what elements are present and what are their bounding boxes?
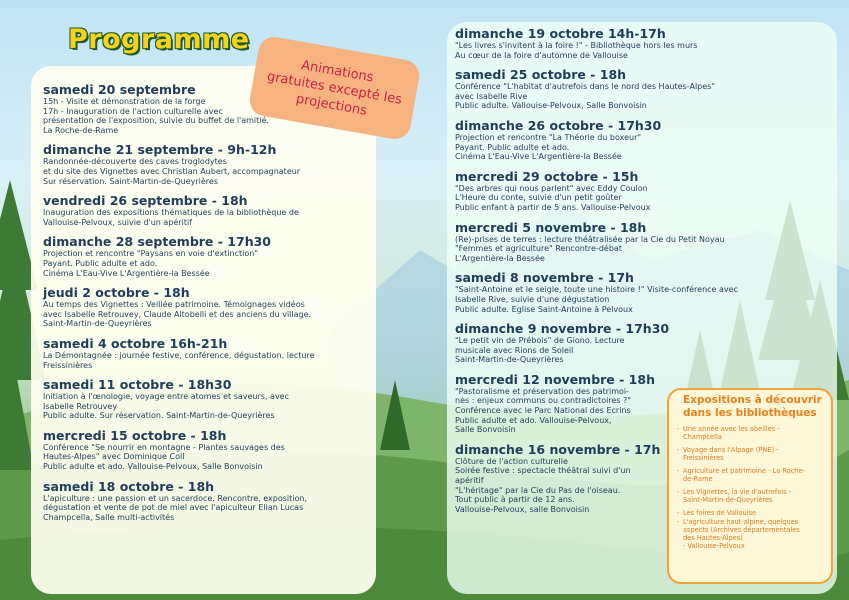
event-title: samedi 20 septembre (43, 82, 196, 97)
exhibitions-title: Expositions à découvrir dans les bibliothèques (683, 394, 822, 419)
exhibition-item: - Les Vignettes, la vie d'autrefois - Saint-Martin-de-Queyrières (677, 488, 823, 504)
page-title: Programme (68, 24, 250, 55)
event-item (43, 377, 375, 421)
left-event-list (43, 82, 375, 522)
event-item (43, 285, 375, 329)
event-details: Projection et rencontre "Paysans en voie d'extinction" Payant. Public adulte et ado. Cinéma L'Eau-Vive L'Argentière-la Bessée (43, 249, 258, 278)
event-item (455, 220, 785, 264)
exhibition-item: - Une année avec les abeilles - Champcella (677, 425, 823, 441)
event-details: La Démontagnée : journée festive, conférence, dégustation, lecture Freissinières (43, 350, 315, 370)
event-title: samedi 25 octobre - 18h (455, 67, 627, 83)
event-title: samedi 8 novembre - 17h (455, 270, 634, 286)
event-item (455, 321, 785, 365)
event-details: "Les livres s'invitent à la foire !" - Bibliothèque hors les murs Au cœur de la foire d'automne de Vallouise (455, 41, 698, 60)
event-item (455, 169, 785, 213)
event-details: Inauguration des expositions thématiques de la bibliothèque de Vallouise-Pelvoux, suivie d'un apéritif (43, 208, 299, 227)
event-title: samedi 18 octobre - 18h (43, 478, 215, 494)
event-item (455, 118, 785, 162)
event-item (455, 67, 785, 111)
event-details: Projection et rencontre "La Théorie du boxeur" Payant. Public adulte et ado. Cinéma L'Eau-Vive L'Argentière-la Bessée (455, 132, 642, 162)
event-item (43, 479, 375, 523)
event-details: "Des arbres qui nous parlent" avec Eddy Coulon L'Heure du conte, suivie d'un petit goûter Public enfant à partir de 5 ans. Vallouise-Pelvoux (455, 183, 651, 212)
event-details: L'apiculture : une passion et un sacerdoce. Rencontre, exposition, dégustation et vente de pot de miel avec l'apiculteur Elian Lucas Champcella, Salle multi-activités (43, 493, 307, 522)
event-title: dimanche 19 octobre 14h-17h (455, 26, 666, 41)
exhibition-item: - Les foires de Vallouise (677, 509, 823, 517)
event-title: samedi 11 octobre - 18h30 (43, 377, 232, 393)
exhibition-item: - L'agriculture haut-alpine, quelques aspects (Archives départementales des Hautes-Alpes) - Vallouise-Pelvoux (677, 518, 823, 550)
event-title: mercredi 12 novembre - 18h (455, 371, 655, 387)
event-title: mercredi 5 novembre - 18h (455, 219, 647, 235)
event-title: dimanche 16 novembre - 17h (455, 441, 661, 457)
event-item (455, 26, 785, 60)
badge-text: Animations gratuites excepté les projections (265, 57, 404, 119)
event-title: mercredi 15 octobre - 18h (43, 427, 227, 443)
event-title: dimanche 26 octobre - 17h30 (455, 117, 662, 133)
event-title: dimanche 21 septembre - 9h-12h (43, 142, 277, 158)
event-details: (Re)-prises de terres : lecture théâtralisée par la Cie du Petit Noyau "Femmes et agriculture" Rencontre-débat L'Argentière-la Bessée (455, 234, 725, 263)
event-title: vendredi 26 septembre - 18h (43, 193, 248, 209)
exhibitions-box (667, 388, 833, 584)
event-details: Clôture de l'action culturelle Soirée festive : spectacle théâtral suivi d'un apéritif "L'héritage" par la Cie du Pas de l'oiseau. Tout public à partir de 12 ans. Vallouise-Pelvoux, salle Bonvoisin (455, 456, 631, 514)
event-details: "Le petit vin de Prébois" de Giono. Lecture musicale avec Rions de Soleil Saint-Martin-de-Queyrières (455, 336, 625, 365)
event-item (43, 193, 375, 227)
event-details: Conférence "L'habitat d'autrefois dans le nord des Hautes-Alpes" avec Isabelle Rive Public adulte. Vallouise-Pelvoux, Salle Bonvoisin (455, 82, 716, 111)
event-item (43, 336, 375, 370)
event-details: Au temps des Vignettes : Veillée patrimoine. Témoignages vidéos avec Isabelle Retrouvey, Claude Altobelli et des anciens du village. Saint-Martin-de-Queyrières (43, 300, 312, 329)
event-title: samedi 4 octobre 16h-21h (43, 335, 228, 351)
event-item (43, 142, 375, 186)
event-title: dimanche 9 novembre - 17h30 (455, 321, 670, 337)
event-details: Randonnée-découverte des caves troglodytes et du site des Vignettes avec Christian Aubert, accompagnateur Sur réservation. Saint-Martin-de-Queyrières (43, 157, 301, 186)
event-details: "Saint-Antoine et le seigle, toute une histoire !" Visite-conférence avec Isabelle Rive, suivie d'une dégustation Public adulte. Eglise Saint-Antoine à Pelvoux (455, 285, 738, 314)
event-details: Initiation à l'œnologie, voyage entre atomes et saveurs, avec Isabelle Retrouvey Public adulte. Sur réservation. Saint-Martin-de-Queyrières (43, 392, 289, 421)
exhibition-item: - Agriculture et patrimoine - La Roche- de-Rame (677, 467, 823, 483)
event-title: jeudi 2 octobre - 18h (43, 285, 190, 301)
event-details: Conférence "Se nourrir en montagne - Plantes sauvages des Hautes-Alpes" avec Dominique Coll Public adulte et ado. Vallouise-Pelvoux, Salle Bonvoisin (43, 442, 285, 472)
event-item (43, 428, 375, 472)
event-item (43, 234, 375, 278)
event-title: mercredi 29 octobre - 15h (455, 168, 639, 184)
event-details: "Pastoralisme et préservation des patrimoi- nes : enjeux communs ou contradictoires ?" Conférence avec le Parc National des Ecrins Public adulte et ado. Vallouise-Pelvoux, Salle Bonvoisin (455, 386, 631, 435)
exhibition-item: - Voyage dans l'Alpage (PNE) - Freissinières (677, 446, 823, 462)
event-item (455, 270, 785, 314)
event-details: 15h - Visite et démonstration de la forge 17h - Inauguration de l'action culturelle avec présentation de l'exposition, suivie du buffet de l'amitié. La Roche-de-Rame (43, 97, 269, 135)
event-title: dimanche 28 septembre - 17h30 (43, 234, 271, 250)
exhibitions-list (677, 425, 823, 550)
